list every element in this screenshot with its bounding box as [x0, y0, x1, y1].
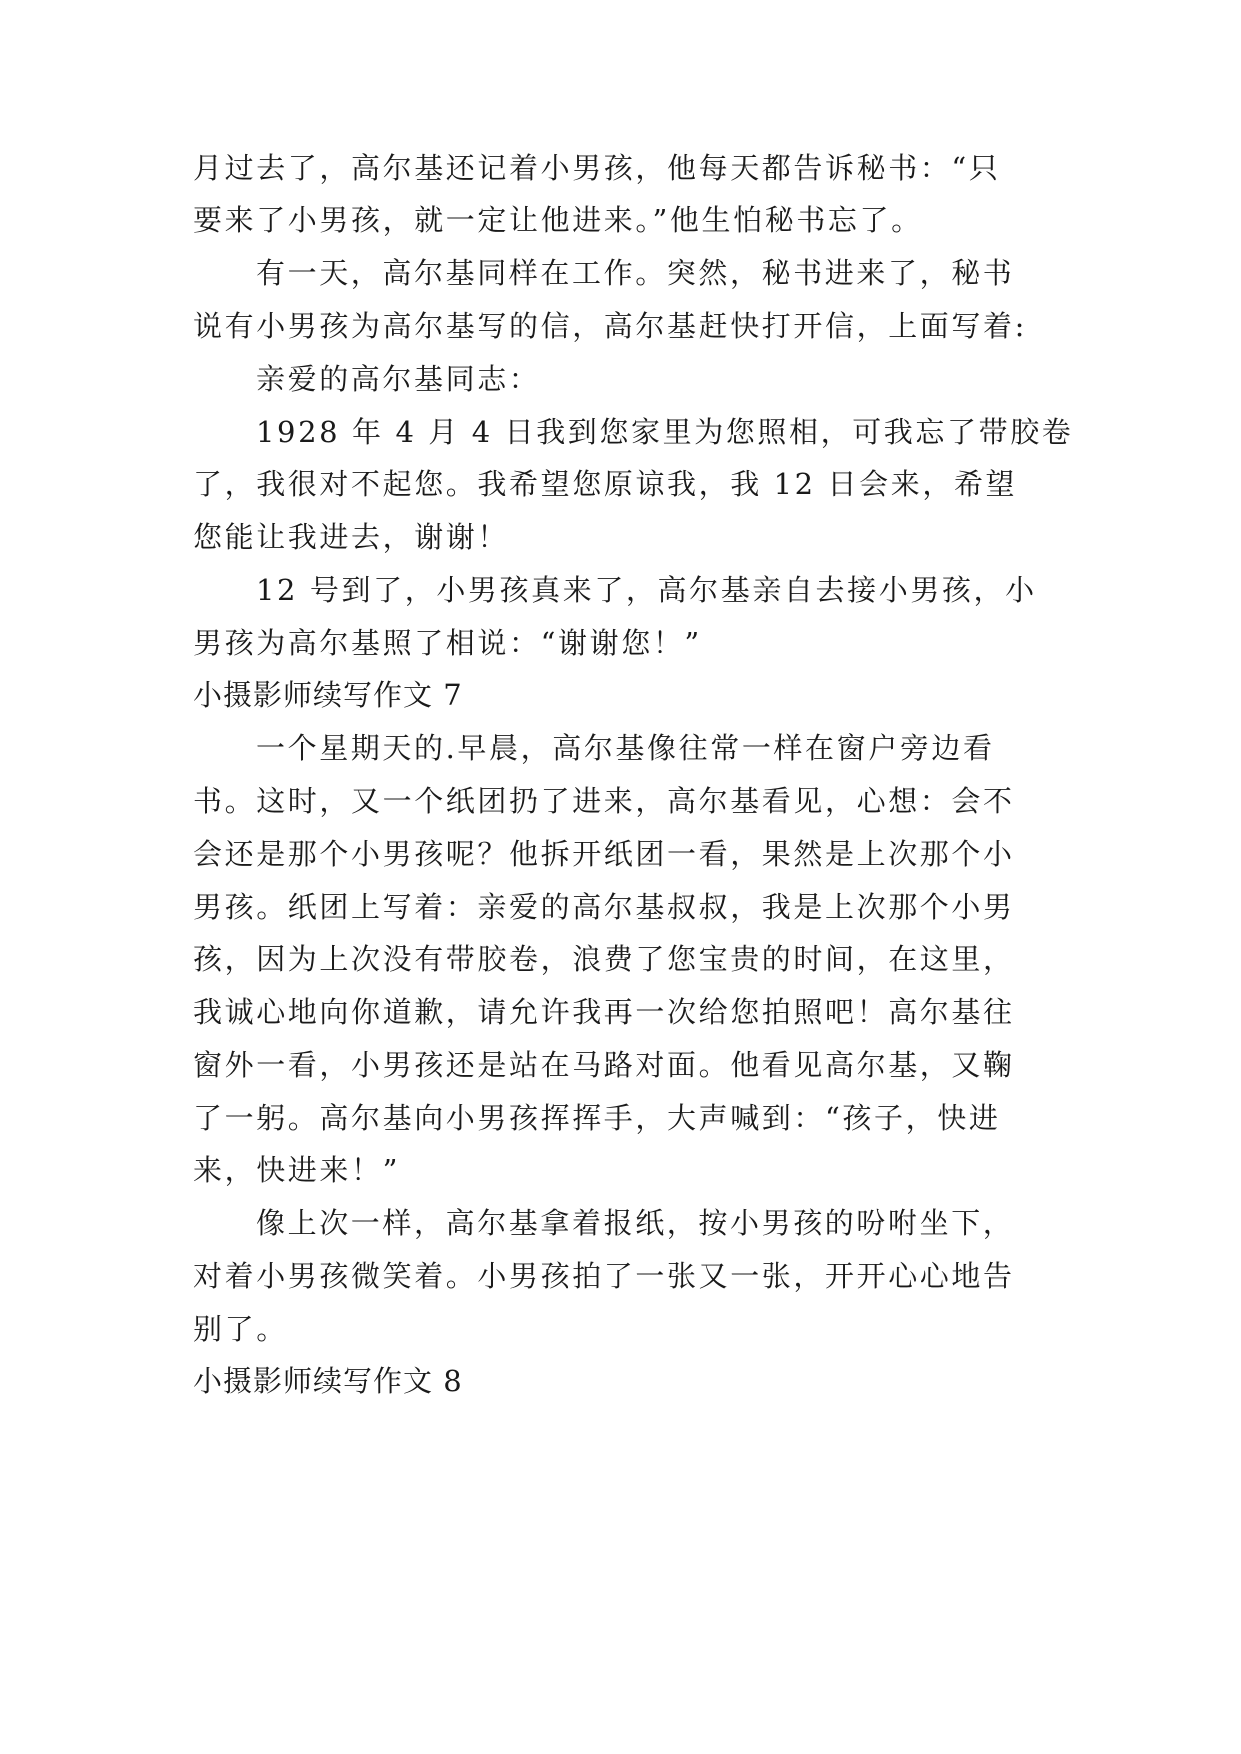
text-line: 对着小男孩微笑着。小男孩拍了一张又一张，开开心心地告	[193, 1259, 1015, 1293]
text-line: 会还是那个小男孩呢？他拆开纸团一看，果然是上次那个小	[193, 837, 1015, 871]
section-heading: 小摄影师续写作文 7	[193, 678, 463, 712]
section-heading: 小摄影师续写作文 8	[193, 1364, 463, 1398]
paragraph-start-line: 1928 年 4 月 4 日我到您家里为您照相，可我忘了带胶卷	[256, 415, 1074, 449]
text-line: 窗外一看，小男孩还是站在马路对面。他看见高尔基，又鞠	[193, 1048, 1015, 1082]
text-line: 孩，因为上次没有带胶卷，浪费了您宝贵的时间，在这里，	[193, 942, 1015, 976]
text-line: 月过去了，高尔基还记着小男孩，他每天都告诉秘书：“只	[193, 151, 1001, 185]
paragraph-start-line: 12 号到了，小男孩真来了，高尔基亲自去接小男孩，小	[256, 573, 1037, 607]
text-line: 我诚心地向你道歉，请允许我再一次给您拍照吧！高尔基往	[193, 995, 1015, 1029]
text-line: 男孩为高尔基照了相说：“谢谢您！”	[193, 626, 702, 660]
text-line: 要来了小男孩，就一定让他进来。”他生怕秘书忘了。	[193, 203, 923, 237]
paragraph-start-line: 一个星期天的.早晨，高尔基像往常一样在窗户旁边看	[256, 731, 995, 765]
text-line: 了一躬。高尔基向小男孩挥挥手，大声喊到：“孩子，快进	[193, 1101, 1001, 1135]
text-line: 男孩。纸团上写着：亲爱的高尔基叔叔，我是上次那个小男	[193, 890, 1015, 924]
text-line: 别了。	[193, 1312, 288, 1346]
letter-salutation: 亲爱的高尔基同志：	[256, 362, 541, 396]
text-line: 您能让我进去，谢谢！	[193, 520, 510, 554]
text-line: 书。这时，又一个纸团扔了进来，高尔基看见，心想：会不	[193, 784, 1015, 818]
text-line: 来，快进来！”	[193, 1153, 401, 1187]
paragraph-start-line: 像上次一样，高尔基拿着报纸，按小男孩的吩咐坐下，	[256, 1206, 1015, 1240]
paragraph-start-line: 有一天，高尔基同样在工作。突然，秘书进来了，秘书	[256, 256, 1015, 290]
text-line: 了，我很对不起您。我希望您原谅我，我 12 日会来，希望	[193, 467, 1018, 501]
text-line: 说有小男孩为高尔基写的信，高尔基赶快打开信，上面写着:	[193, 309, 1027, 343]
